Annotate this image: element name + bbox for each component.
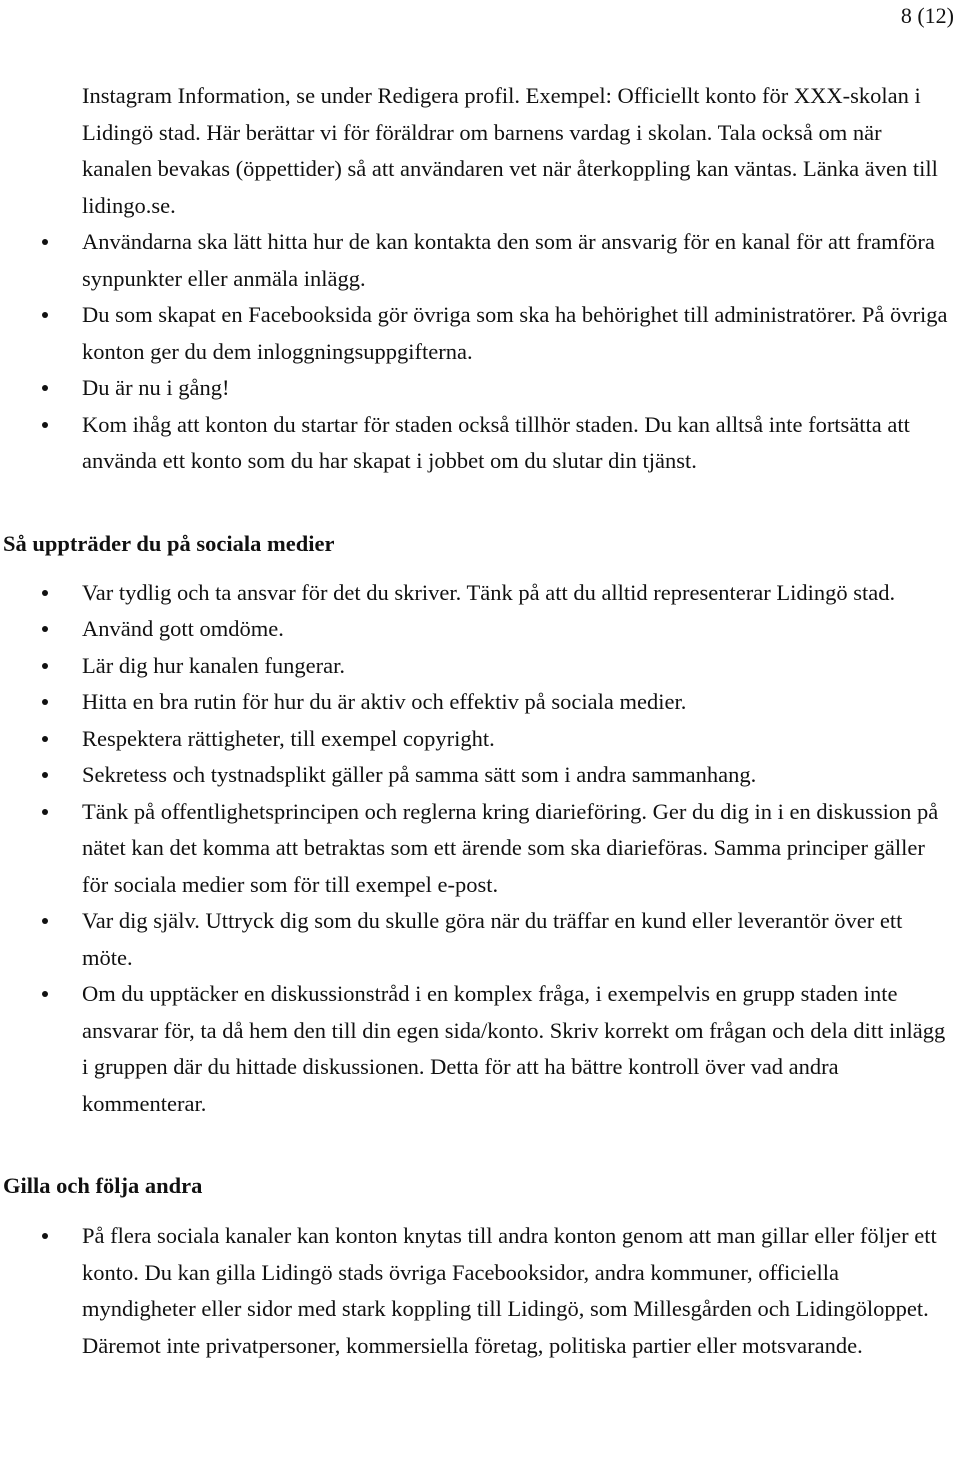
list-item — [0, 648, 954, 685]
bullet-icon — [42, 809, 48, 815]
bullet-icon — [42, 991, 48, 997]
bullet-list-like-follow — [0, 1218, 960, 1364]
list-item — [0, 224, 954, 297]
list-item-text: Lär dig hur kanalen fungerar. — [82, 652, 346, 678]
list-item — [0, 1218, 954, 1364]
list-item — [0, 407, 954, 480]
list-item-text: På flera sociala kanaler kan konton knytas till andra konton genom att man gillar eller följer ett konto. Du kan gilla Lidingö stads övriga Facebooksidor, andra kommuner, officiella myndigheter eller sidor med stark koppling till Lidingö, som Millesgården och Lidingöloppet. Däremot inte privatpersoner, kommersiella företag, politiska partier eller motsvarande. — [82, 1223, 937, 1358]
bullet-icon — [42, 772, 48, 778]
list-item-text: Om du upptäcker en diskussionstråd i en komplex fråga, i exempelvis en grupp staden inte ansvarar för, ta då hem den till din egen sida/konto. Skriv korrekt om frågan och dela ditt inlägg i gruppen där du hittade diskussionen. Detta för att ha bättre kontroll över vad andra kommenterar. — [82, 981, 946, 1116]
list-item — [0, 684, 954, 721]
bullet-list-setup — [0, 224, 960, 480]
list-item — [0, 297, 954, 370]
list-item-text: Du är nu i gång! — [82, 375, 230, 400]
bullet-icon — [42, 918, 48, 924]
list-item-text: Respektera rättigheter, till exempel copyright. — [82, 725, 495, 751]
list-item-text: Sekretess och tystnadsplikt gäller på samma sätt som i andra sammanhang. — [82, 762, 757, 787]
list-item — [0, 794, 954, 904]
bullet-icon — [42, 1233, 48, 1239]
list-item-text: Hitta en bra rutin för hur du är aktiv och effektiv på sociala medier. — [82, 689, 687, 714]
section-heading-like-follow: Gilla och följa andra — [3, 1173, 203, 1198]
list-item — [0, 903, 954, 976]
document-body — [0, 78, 960, 1364]
bullet-list-behaviour — [0, 575, 960, 1123]
list-item — [0, 976, 954, 1122]
bullet-icon — [42, 699, 48, 705]
page-number: 8 (12) — [900, 3, 954, 28]
list-item-text: Kom ihåg att konton du startar för staden också tillhör staden. Du kan alltså inte fortsätta att använda ett konto som du har skapat i jobbet om du slutar din tjänst. — [82, 411, 910, 473]
list-item — [0, 575, 954, 612]
bullet-icon — [42, 626, 48, 632]
intro-paragraph: Instagram Information, se under Redigera profil. Exempel: Officiellt konto för XXX-skolan i Lidingö stad. Här berättar vi för föräldrar om barnens vardag i skolan. Tala också om när kanalen bevakas (öppettider) så att användaren vet när återkoppling kan väntas. Länka även till lidingo.se. — [82, 83, 938, 218]
bullet-icon — [42, 663, 48, 669]
bullet-icon — [42, 590, 48, 596]
list-item-text: Du som skapat en Facebooksida gör övriga som ska ha behörighet till administratörer. På övriga konton ger du dem inloggningsuppgifterna. — [82, 302, 948, 364]
list-item-text: Var dig själv. Uttryck dig som du skulle göra när du träffar en kund eller leverantör över ett möte. — [82, 908, 903, 970]
list-item — [0, 721, 954, 758]
list-item-text: Tänk på offentlighetsprincipen och reglerna kring diarieföring. Ger du dig in i en diskussion på nätet kan det komma att betraktas som ett ärende som ska diarieföras. Samma principer gäller för sociala medier som för till exempel e-post. — [82, 798, 939, 897]
list-item — [0, 611, 954, 648]
bullet-icon — [42, 422, 48, 428]
list-item — [0, 370, 954, 407]
list-item-text: Använd gott omdöme. — [82, 616, 284, 641]
bullet-icon — [42, 736, 48, 742]
bullet-icon — [42, 312, 48, 318]
list-item-text: Var tydlig och ta ansvar för det du skriver. Tänk på att du alltid representerar Lidingö stad. — [82, 579, 896, 605]
list-item — [0, 757, 954, 794]
list-item-text: Användarna ska lätt hitta hur de kan kontakta den som är ansvarig för en kanal för att framföra synpunkter eller anmäla inlägg. — [82, 229, 935, 291]
bullet-icon — [42, 385, 48, 391]
bullet-icon — [42, 239, 48, 245]
section-heading-behaviour: Så uppträder du på sociala medier — [3, 530, 335, 556]
